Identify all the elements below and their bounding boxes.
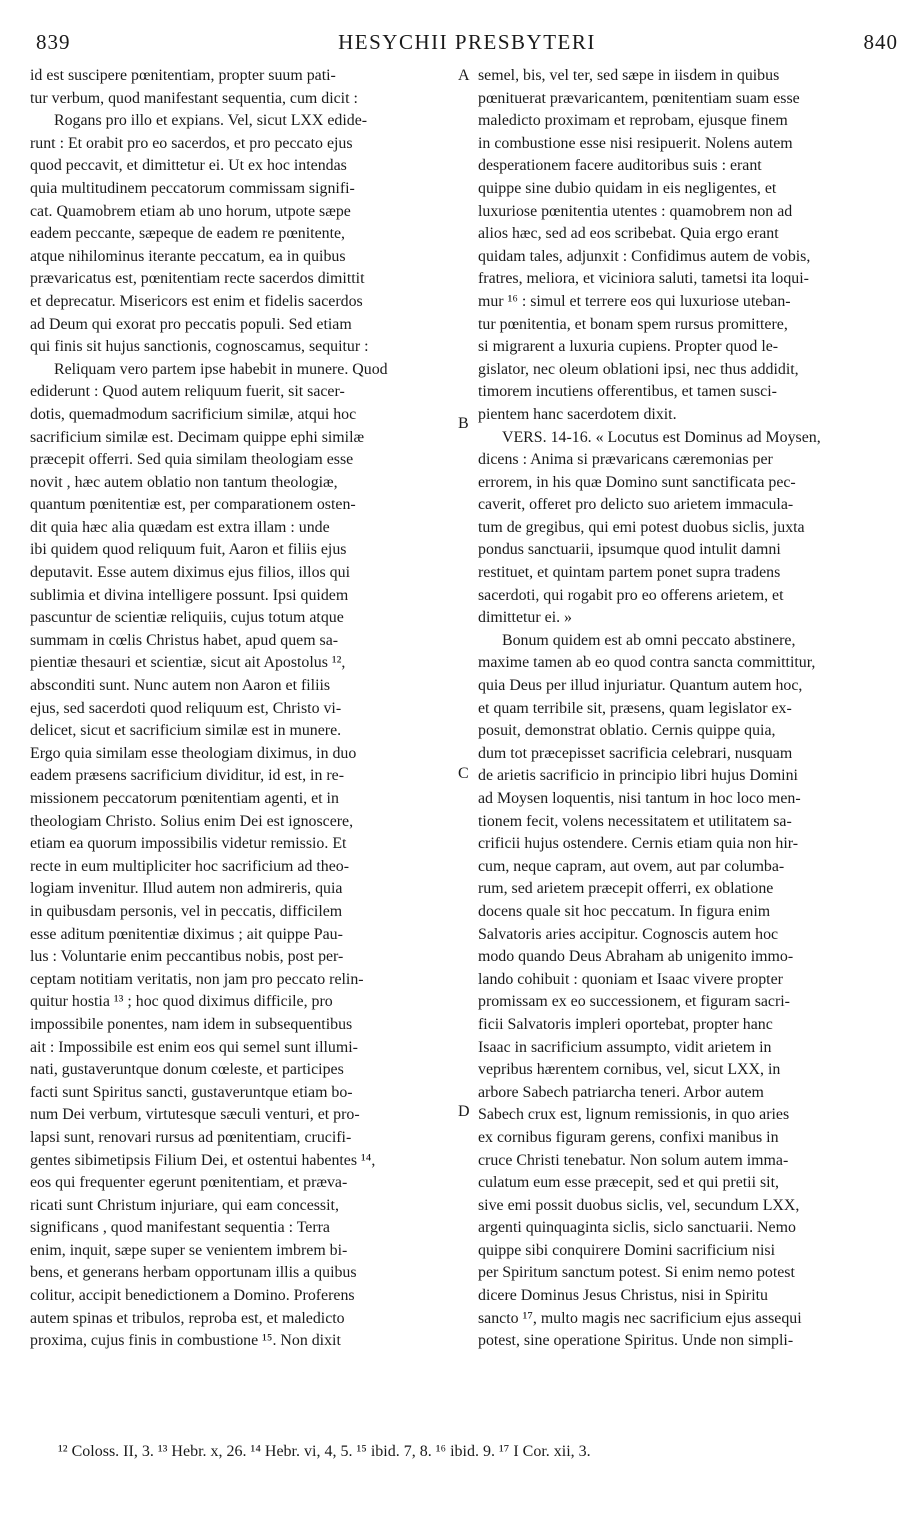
margin-letter-c: C bbox=[458, 765, 469, 782]
text-line: ficii Salvatoris impleri oportebat, propter hanc bbox=[478, 1015, 773, 1033]
text-line: eadem præsens sacrificium dividitur, id est, in re- bbox=[30, 767, 345, 785]
text-line: pœnituerat prævaricantem, pœnitentiam suam esse bbox=[478, 89, 800, 107]
text-line: mur ¹⁶ : simul et terrere eos qui luxuriose uteban- bbox=[478, 292, 791, 310]
text-line: si migrarent a luxuria cupiens. Propter quod le- bbox=[478, 338, 779, 356]
text-line: eos qui frequenter egerunt pœnitentiam, et præva- bbox=[30, 1174, 348, 1192]
text-line: modo quando Deus Abraham ab unigenito immo- bbox=[478, 948, 794, 966]
text-line: et quam terribile sit, præsens, quam legislator ex- bbox=[478, 699, 792, 717]
text-line: tionem fecit, volens necessitatem et utilitatem sa- bbox=[478, 812, 792, 830]
text-line: sacerdoti, qui rogabit pro eo offerens arietem, et bbox=[478, 586, 784, 604]
text-line: quippe sibi conquirere Domini sacrificium nisi bbox=[478, 1241, 776, 1259]
text-line: nati, gustaveruntque donum cœleste, et participes bbox=[30, 1061, 344, 1079]
text-line: sancto ¹⁷, multo magis nec sacrificium ejus assequi bbox=[478, 1309, 802, 1327]
text-line: desperationem facere auditoribus suis : erant bbox=[478, 157, 762, 175]
text-line: lapsi sunt, renovari rursus ad pœnitentiam, crucifi- bbox=[30, 1128, 352, 1146]
text-line: vepribus hærentem cornibus, vel, sicut LXX, in bbox=[478, 1061, 781, 1079]
text-line: maxime tamen ab eo quod contra sancta committitur, bbox=[478, 654, 816, 672]
text-line: impossibile ponentes, nam idem in subsequentibus bbox=[30, 1015, 353, 1033]
text-line: ceptam notitiam veritatis, non jam pro peccato relin- bbox=[30, 970, 364, 988]
page-header bbox=[36, 30, 898, 60]
text-line: cum, neque capram, aut ovem, aut par columba- bbox=[478, 857, 785, 875]
text-line: bens, et generans herbam opportunam illis a quibus bbox=[30, 1264, 357, 1282]
text-line: semel, bis, vel ter, sed sæpe in iisdem in quibus bbox=[478, 67, 780, 84]
text-line: atque nihilominus iterante peccatum, ea in quibus bbox=[30, 247, 346, 265]
text-line: novit , hæc autem oblatio non tantum theologiæ, bbox=[30, 473, 338, 491]
right-text-column bbox=[478, 65, 892, 1353]
page-number-left: 839 bbox=[36, 30, 71, 54]
text-line: ad Deum qui exorat pro peccatis populi. Sed etiam bbox=[30, 315, 352, 333]
text-line: ricati sunt Christum injuriare, qui eam concessit, bbox=[30, 1196, 339, 1214]
text-line: maledicto proximam et reprobam, ejusque finem bbox=[478, 112, 788, 130]
text-line: Salvatoris aries accipitur. Cognoscis autem hoc bbox=[478, 925, 779, 943]
text-line: absconditi sunt. Nunc autem non Aaron et filiis bbox=[30, 677, 331, 695]
text-line: potest, sine operatione Spiritus. Unde non simpli- bbox=[478, 1332, 794, 1350]
left-text-column bbox=[30, 65, 458, 1353]
text-line: dum tot præcepisset sacrificia celebrari, nusquam bbox=[478, 744, 793, 762]
text-line: crificii hujus ostendere. Cernis etiam quia non hir- bbox=[478, 835, 799, 853]
text-line: fratres, meliora, et viciniora saluti, tametsi ita loqui- bbox=[478, 270, 809, 288]
text-line: dotis, quemadmodum sacrificium similæ, atqui hoc bbox=[30, 405, 357, 423]
text-line: gentes sibimetipsis Filium Dei, et ostentui habentes ¹⁴, bbox=[30, 1151, 376, 1169]
text-line: pientem hanc sacerdotem dixit. bbox=[478, 405, 677, 423]
text-line: quia Deus per illud injuriatur. Quantum autem hoc, bbox=[478, 677, 803, 695]
text-line: pascuntur de scientiæ reliquiis, cujus totum atque bbox=[30, 609, 344, 627]
text-line: id est suscipere pœnitentiam, propter suum pati- bbox=[30, 67, 336, 84]
text-line: deputavit. Esse autem diximus ejus filios, illos qui bbox=[30, 564, 350, 582]
text-line: tur verbum, quod manifestant sequentia, cum dicit : bbox=[30, 89, 358, 107]
text-line: præcepit offerri. Sed quia similam theologiam esse bbox=[30, 451, 354, 469]
text-line: docens quale sit hoc peccatum. In figura enim bbox=[478, 902, 771, 920]
text-line: gislator, nec oleum oblationi ipsi, nec thus addidit, bbox=[478, 360, 799, 378]
text-line: per Spiritum sanctum potest. Si enim nemo potest bbox=[478, 1264, 795, 1282]
text-line: ad Moysen loquentis, nisi tantum in hoc loco men- bbox=[478, 790, 801, 807]
text-line: cat. Quamobrem etiam ab uno horum, utpote sæpe bbox=[30, 202, 351, 220]
text-line: posuit, demonstrat oblatio. Cernis quippe quia, bbox=[478, 722, 776, 740]
text-line: qui finis sit hujus sanctionis, cognoscamus, sequitur : bbox=[30, 338, 369, 356]
text-line: timorem incutiens offerentibus, et tamen susci- bbox=[478, 383, 777, 401]
text-line: eadem peccante, sæpeque de eadem re pœnitente, bbox=[30, 225, 346, 243]
text-line: arbore Sabech patriarcha teneri. Arbor autem bbox=[478, 1083, 764, 1101]
text-line: et deprecatur. Misericors est enim et fidelis sacerdos bbox=[30, 292, 363, 310]
text-line: dicere Dominus Jesus Christus, nisi in Spiritu bbox=[478, 1287, 769, 1305]
text-line: promissam ex eo successionem, et figuram sacri- bbox=[478, 993, 790, 1011]
text-line: significans , quod manifestant sequentia : Terra bbox=[30, 1219, 330, 1237]
margin-letter-b: B bbox=[458, 415, 469, 432]
text-line: sacrificium similæ est. Decimam quippe ephi similæ bbox=[30, 428, 365, 446]
text-line: recte in eum multipliciter hoc sacrificium ad theo- bbox=[30, 857, 350, 875]
text-line: cruce Christi tenebatur. Non solum autem imma- bbox=[478, 1151, 789, 1169]
text-line: Bonum quidem est ab omni peccato abstinere, bbox=[502, 631, 796, 649]
page-number-right: 840 bbox=[863, 30, 898, 54]
text-line: VERS. 14-16. « Locutus est Dominus ad Moysen, bbox=[502, 428, 821, 446]
text-line: dit quia hæc alia quædam est extra illam : unde bbox=[30, 518, 330, 536]
text-line: quod peccavit, et dimittetur ei. Ut ex hoc intendas bbox=[30, 157, 347, 175]
text-line: argenti quinquaginta siclis, siclo sanctuarii. Nemo bbox=[478, 1219, 796, 1237]
footnotes: ¹² Coloss. II, 3. ¹³ Hebr. x, 26. ¹⁴ Hebr. vi, 4, 5. ¹⁵ ibid. 7, 8. ¹⁶ ibid. 9. ¹⁷ I Cor. xii, 3. bbox=[58, 1443, 591, 1460]
text-line: sive emi possit duobus siclis, vel, secundum LXX, bbox=[478, 1196, 800, 1214]
text-line: de arietis sacrificio in principio libri hujus Domini bbox=[478, 767, 798, 785]
text-line: restituet, et quintam partem ponet supra tradens bbox=[478, 564, 781, 582]
text-line: tur pœnitentia, et bonam spem rursus promittere, bbox=[478, 315, 788, 333]
margin-letter-d: D bbox=[458, 1103, 470, 1120]
text-line: ex cornibus figuram gerens, confixi manibus in bbox=[478, 1128, 779, 1146]
running-title: HESYCHII PRESBYTERI bbox=[338, 30, 596, 54]
text-line: theologiam Christo. Solius enim Dei est ignoscere, bbox=[30, 812, 354, 830]
text-line: alios hæc, sed ad eos scribebat. Quia ergo erant bbox=[478, 225, 779, 243]
text-line: delicet, sicut et sacrificium similæ est in munere. bbox=[30, 722, 342, 740]
text-line: sublimia et divina intelligere possunt. Ipsi quidem bbox=[30, 586, 349, 604]
text-line: runt : Et orabit pro eo sacerdos, et pro peccato ejus bbox=[30, 134, 353, 152]
text-line: tum de gregibus, qui emi potest duobus siclis, juxta bbox=[478, 518, 805, 536]
text-line: pientiæ thesauri et scientiæ, sicut ait Apostolus ¹², bbox=[30, 654, 346, 672]
text-line: in quibusdam personis, vel in peccatis, difficilem bbox=[30, 902, 343, 920]
text-line: colitur, accipit benedictionem a Domino. Proferens bbox=[30, 1287, 355, 1305]
text-line: logiam invenitur. Illud autem non admireris, quia bbox=[30, 880, 343, 898]
text-line: Rogans pro illo et expians. Vel, sicut LXX edide- bbox=[54, 112, 368, 130]
text-line: enim, inquit, sæpe super se venientem imbrem bi- bbox=[30, 1241, 348, 1259]
text-line: errorem, in his quæ Domino sunt sanctificata pec- bbox=[478, 473, 796, 491]
text-line: missionem peccatorum pœnitentiam agenti, et in bbox=[30, 790, 339, 807]
text-line: quia multitudinem peccatorum commissam signifi- bbox=[30, 179, 355, 197]
text-line: Ergo quia similam esse theologiam diximus, in duo bbox=[30, 744, 357, 762]
text-line: etiam ea quorum impossibilis videtur remissio. Et bbox=[30, 835, 347, 853]
text-line: lus : Voluntarie enim peccantibus nobis, post per- bbox=[30, 948, 344, 966]
text-line: caverit, offeret pro delicto suo arietem immacula- bbox=[478, 496, 794, 514]
text-line: dimittetur ei. » bbox=[478, 609, 573, 627]
text-line: ibi quidem quod reliquum fuit, Aaron et filiis ejus bbox=[30, 541, 347, 559]
text-line: prævaricatus est, pœnitentiam recte sacerdos dimittit bbox=[30, 270, 365, 288]
text-line: dicens : Anima si prævaricans cæremonias per bbox=[478, 451, 773, 469]
text-line: facti sunt Spiritus sancti, gustaveruntque etiam bo- bbox=[30, 1083, 353, 1101]
text-line: lando cohibuit : quoniam et Isaac vivere propter bbox=[478, 970, 783, 988]
text-line: esse aditum pœnitentiæ diximus ; ait quippe Pau- bbox=[30, 925, 343, 943]
text-line: Reliquam vero partem ipse habebit in munere. Quod bbox=[54, 360, 388, 378]
text-line: culatum eum esse præcepit, sed et qui pretii sit, bbox=[478, 1174, 779, 1192]
text-line: ait : Impossibile est enim eos qui semel sunt illumi- bbox=[30, 1038, 358, 1056]
text-line: num Dei verbum, virtutesque sæculi venturi, et pro- bbox=[30, 1106, 360, 1124]
text-line: quidam tales, adjunxit : Confidimus autem de vobis, bbox=[478, 247, 811, 265]
text-line: autem spinas et tribulos, reproba est, et maledicto bbox=[30, 1309, 345, 1327]
margin-letter-a: A bbox=[458, 67, 470, 84]
text-line: ediderunt : Quod autem reliquum fuerit, sit sacer- bbox=[30, 383, 345, 401]
text-line: Isaac in sacrificium assumpto, vidit arietem in bbox=[478, 1038, 772, 1056]
text-line: pondus sanctuarii, ipsumque quod intulit damni bbox=[478, 541, 781, 559]
text-line: luxuriose pœnitentia utentes : quamobrem non ad bbox=[478, 202, 793, 220]
text-line: quitur hostia ¹³ ; hoc quod diximus difficile, pro bbox=[30, 993, 333, 1011]
text-line: proxima, cujus finis in combustione ¹⁵. Non dixit bbox=[30, 1332, 341, 1350]
text-line: in combustione esse nisi resipuerit. Nolens autem bbox=[478, 134, 793, 152]
text-line: quantum pœnitentiæ est, per comparationem osten- bbox=[30, 496, 356, 514]
text-line: Sabech crux est, lignum remissionis, in quo aries bbox=[478, 1106, 790, 1124]
text-line: rum, sed arietem præcepit offerri, ex oblatione bbox=[478, 880, 774, 898]
text-line: ejus, sed sacerdoti quod reliquum est, Christo vi- bbox=[30, 699, 342, 717]
text-line: quippe sine dubio quidam in eis negligentes, et bbox=[478, 179, 777, 197]
text-line: summam in cœlis Christus habet, apud quem sa- bbox=[30, 631, 339, 649]
